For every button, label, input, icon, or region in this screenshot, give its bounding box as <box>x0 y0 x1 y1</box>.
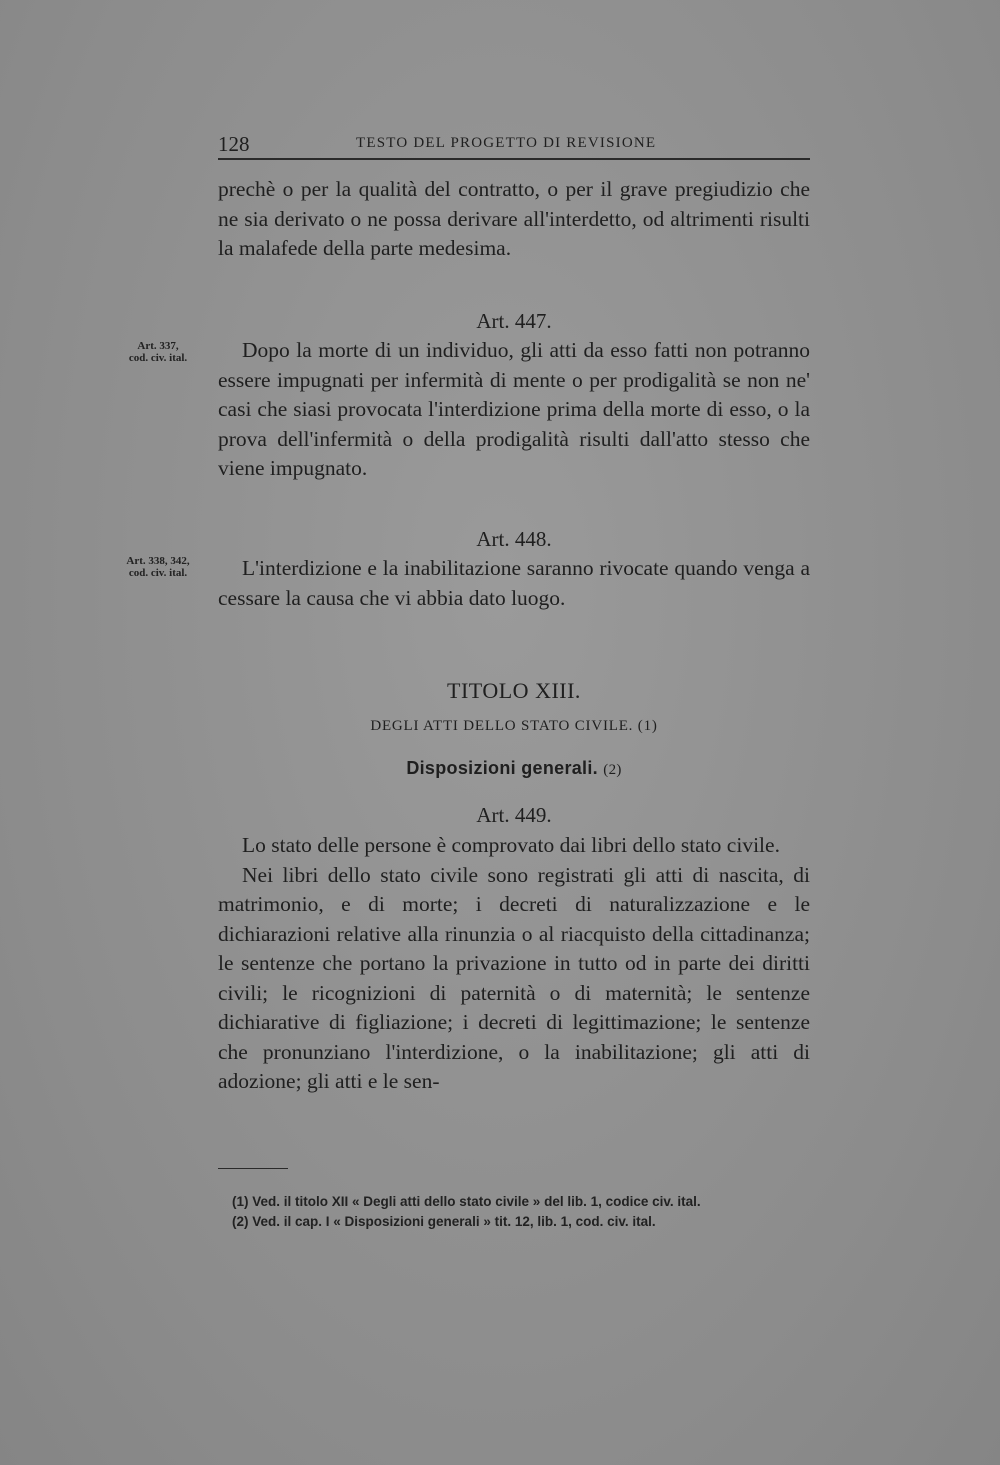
title-heading: TITOLO XIII. <box>447 678 581 703</box>
article-449-body <box>218 831 810 1097</box>
footnote-rule <box>218 1168 288 1169</box>
page-number: 128 <box>218 132 250 156</box>
margin-note-line: cod. civ. ital. <box>128 567 188 579</box>
article-448-text: L'interdizione e la inabilitazione saranno rivocate quando venga a cessare la causa che vi abbia dato luogo. <box>218 556 810 610</box>
article-449-paragraph-2: Nei libri dello stato civile sono registrati gli atti di nascita, di matrimonio, e di morte; i decreti di naturalizzazione e le dichiarazioni relative alla rinunzia o al riacquisto della cittadinanza; le sentenze che portano la privazione in tutto od in parte dei diritti civili; le ricognizioni di paternità o di maternità; le sentenze dichiarative di figliazione; i decreti di legittimazione; le sentenze che pronunziano l'interdizione, o la inabilitazione; gli atti di adozione; gli atti e le sen- <box>218 862 810 1093</box>
continuation-text: prechè o per la qualità del contratto, o per il grave pregiudizio che ne sia derivato o ne possa derivare all'interdetto, od altrimenti risulti la malafede della parte medesima. <box>218 177 810 260</box>
footnote-2: (2) Ved. il cap. I « Disposizioni generali » tit. 12, lib. 1, cod. civ. ital. <box>232 1214 656 1229</box>
article-449-heading: Art. 449. <box>476 803 552 827</box>
article-449-paragraph-1: Lo stato delle persone è comprovato dai libri dello stato civile. <box>242 833 780 857</box>
article-448-margin-note <box>108 555 208 579</box>
article-448-body <box>218 554 810 613</box>
header-rule <box>218 158 810 160</box>
article-448-heading: Art. 448. <box>476 527 552 551</box>
article-447-heading: Art. 447. <box>476 309 552 333</box>
footnotes <box>218 1192 810 1232</box>
section-heading <box>218 758 810 779</box>
running-head: TESTO DEL PROGETTO DI REVISIONE <box>356 135 657 151</box>
continuation-paragraph <box>218 175 810 264</box>
margin-note-line: Art. 337, <box>137 340 179 352</box>
margin-note-line: cod. civ. ital. <box>128 352 188 364</box>
title-subheading: DEGLI ATTI DELLO STATO CIVILE. (1) <box>370 718 658 734</box>
article-447-margin-note <box>108 340 208 364</box>
margin-note-line: Art. 338, 342, <box>126 555 190 567</box>
article-447-text: Dopo la morte di un individuo, gli atti da esso fatti non potranno essere impugnati per infermità di mente o per prodigalità se non ne' casi che siasi provocata l'interdizione prima della morte di esso, o la prova dell'infermità o della prodigalità risulti dall'atto stesso che viene impugnato. <box>218 338 810 480</box>
article-447-body <box>218 336 810 484</box>
section-heading-note: (2) <box>603 762 622 778</box>
section-heading-text: Disposizioni generali. <box>406 758 598 778</box>
page-header <box>218 132 810 156</box>
footnote-1: (1) Ved. il titolo XII « Degli atti dello stato civile » del lib. 1, codice civ. ital. <box>232 1194 701 1209</box>
